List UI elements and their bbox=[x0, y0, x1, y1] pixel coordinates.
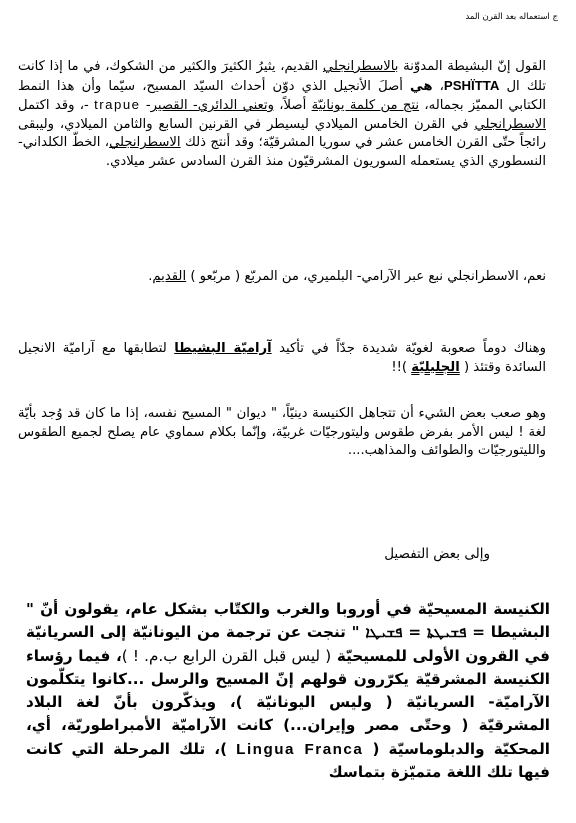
paragraph-2: نعم، الاسطرانجلي نبع عبر الآرامي- البلميري، من المربّع ( مربّعو ) القديم. bbox=[148, 269, 546, 284]
paragraph-5: الكنيسة المسيحيّة في أوروبا والغرب والكتّاب بشكل عام، يقولون أنّ " البشيطا = ܦܫܝܛܬܐ = ܦܫܝܛܐ " تنجت عن ترجمة من اليونانيّة إلى السريانيّة في القرون الأولى للمسيحيّة ( ليس قبل القرن الرابع ب.م. ! )، فيما رؤساء الكنيسة المشرقيّة يكرّرون قولهم إنّ المسيح والرسل ...كانوا يتكلّمون الآراميّة- السريانيّة ( وليس اليونانيّة )، ويذكّرون بأنّ لغة البلاد المشرقيّة ( وحتّى مصر وإيران...) كانت الآراميّة الأمبراطوريّة، أي، المحكيّة والدبلوماسيّة ( Lingua Franca )، تلك المرحلة التي كانت فيها تلك اللغة متميّزة بتماسك bbox=[26, 600, 550, 782]
paragraph-4: وهو صعب بعض الشيء أن تتجاهل الكنيسة دينيّاً، " ديوان " المسيح نفسه، إذا ما كان قد وُجد بأيّة لغة ! ليس الأمر بفرض طقوس وليتورجيّات غربيّة، وإنّما بكلام سماوي عام يصلح لجميع الطقوس والليتورجيّات والطوائف والمذاهب.... bbox=[18, 406, 546, 459]
syriac-word-2: ܦܫܝܛܐ bbox=[365, 623, 403, 642]
running-head: ج استعماله بعد القرن المد bbox=[465, 12, 558, 22]
paragraph-3: وهناك دوماً صعوبة لغويّة شديدة جدّاً في تأكيد آراميّة البشيطا لتطابقها مع آراميّة الانجيل السائدة وقتئذ ( الجليليّة )!! bbox=[18, 341, 546, 375]
section-heading: وإلى بعض التفصيل bbox=[384, 546, 490, 562]
trapue-term: trapue bbox=[94, 97, 141, 113]
paragraph-1: القول إنّ البشيطة المدوّنة بالاسطرانجلي القديم، يثيرُ الكثيرَ والكثير من الشكوك، في ما إذا كانت تلك ال PSHÏTTA، هي أصلَ الأنجيل الذي دوّن أحداث السيّد المسيح، سيّما وأن هذا النمط الكتابي المميّز بجماله، نتج من كلمة يونانيّة أصلاً، وتعني الدائري- القصير- trapue -، وقد اكتمل الاسطرانجلي في القرن الخامس الميلادي ليسيطر في القرنين السابع والثامن الميلادي، وليبقى رائجاً حتّى القرن الخامس عشر في سوريا المشرقيّة؛ وقد أنتج ذلك الاسطرانجلي، الخطّ الكلداني- النسطوري الذي يستعمله السوريون المشرقيّون منذ القرن السادس عشر ميلادي. bbox=[18, 59, 547, 169]
pshitta-latin: PSHÏTTA bbox=[443, 77, 500, 93]
lingua-franca-term: Lingua Franca bbox=[236, 740, 364, 758]
syriac-word-1: ܦܫܝܛܬܐ bbox=[426, 623, 467, 642]
